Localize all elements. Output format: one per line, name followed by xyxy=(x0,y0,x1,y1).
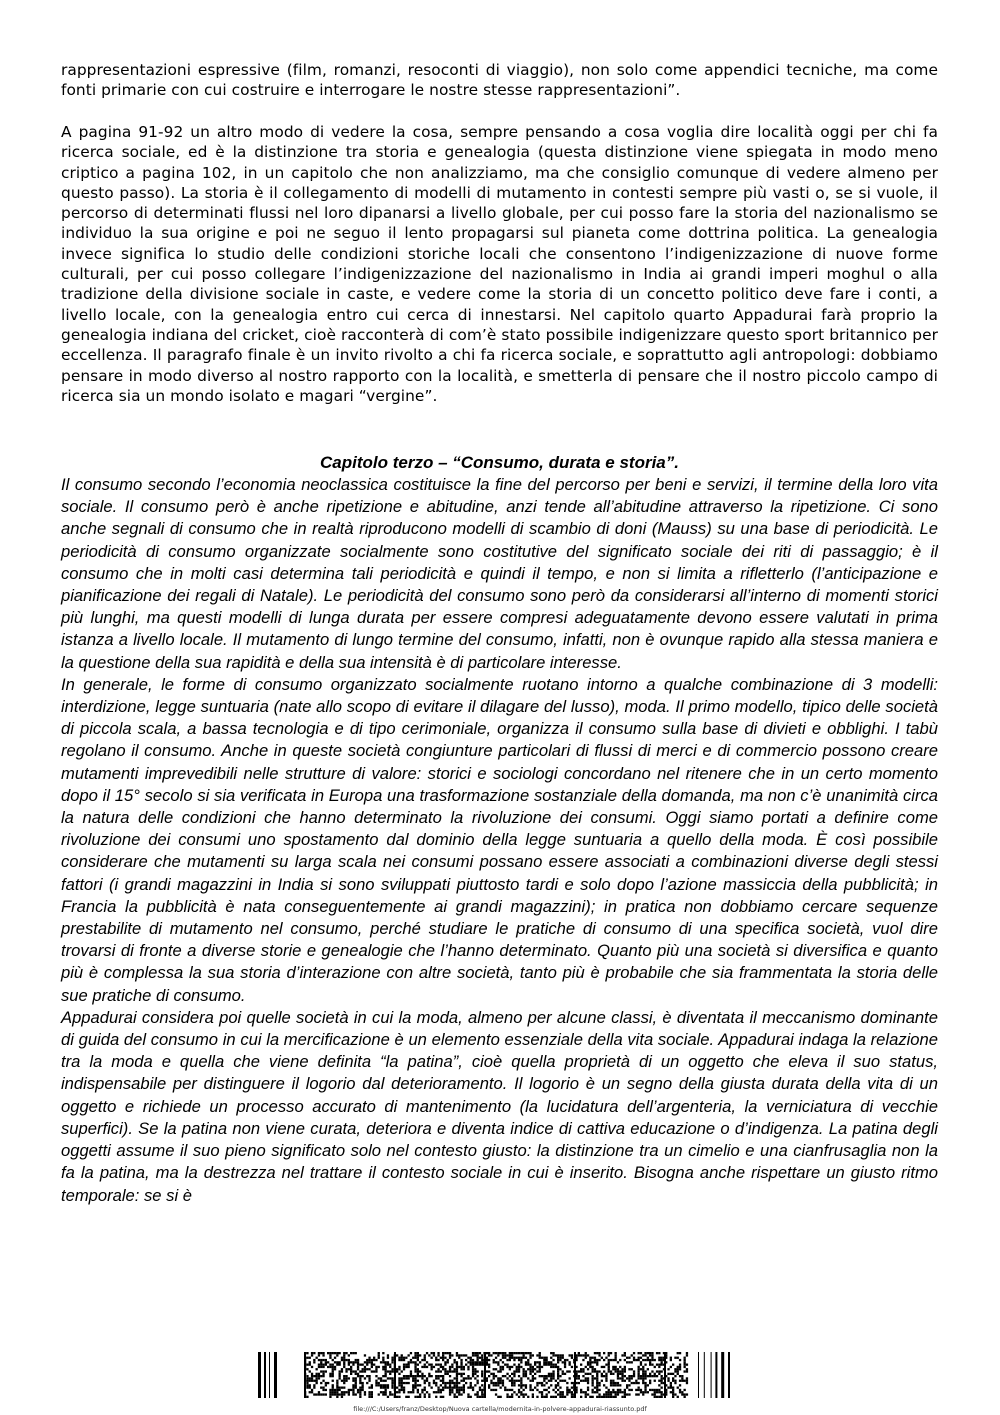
barcode-image xyxy=(258,1352,744,1398)
page-footer xyxy=(0,1352,1000,1415)
chapter-body xyxy=(61,474,938,1207)
paragraph-consumption-models: In generale, le forme di consumo organizzato socialmente ruotano intorno a qualche combinazione di 3 modelli: interdizione, legge suntuaria (nate allo scopo di evitare il dilagare del lusso), moda. Il primo modello, tipico delle società di piccola scala, a bassa tecnologia e di tipo cerimoniale, organizza il consumo sulla base di divieti e obblighi. I tabù regolano il consumo. Anche in queste società congiunture particolari di flussi di merci e di commercio possono creare mutamenti imprevedibili nelle strutture di valore: storici e sociologi concordano nel ritenere che in un certo momento dopo il 15° secolo si sia verificata in Europa una trasformazione sostanziale della domanda, ma non c’è unanimità circa la natura delle condizioni che hanno determinato la rivoluzione dei consumi. Oggi siamo portati a definire come rivoluzione dei consumi uno spostamento dal dominio della legge suntuaria a quello della moda. È così possibile considerare che mutamenti su larga scala nei consumi possano essere associati a combinazioni diverse degli stessi fattori (i grandi magazzini in India si sono sviluppati piuttosto tardi e solo dopo l’azione massiccia della pubblicità; in Francia la pubblicità è nata conseguentemente ai grandi magazzini); in pratica non dobbiamo cercare sequenze prestabilite di mutamento nel consumo, perché studiare le pratiche di consumo di una specifica società, vuol dire trovarsi di fronte a diverse storie e genealogie che l’hanno determinato. Quanto più una società si diversifica e quanto più è complessa la sua storia d’interazione con altre società, tanto più è probabile che sia frammentata la storia delle sue pratiche di consumo. xyxy=(61,674,938,1005)
paragraph-consumption-periodicity: Il consumo secondo l’economia neoclassica costituisce la fine del percorso per beni e servizi, il termine della loro vita sociale. Il consumo però è anche ripetizione e abitudine, anzi tende all’abitudine attraverso la ripetizione. Ci sono anche segnali di consumo che in realtà riproducono modelli di scambio di doni (Mauss) su una base di periodicità. Le periodicità di consumo organizzate socialmente sono costitutive del significato sociale dei riti di passaggio; è il consumo che in molti casi determina tali periodicità e quindi il tempo, e non si limita a rifletterlo (l’anticipazione e pianificazione dei regali di Natale). Le periodicità del consumo sono però da considerarsi all’interno di momenti storici più lunghi, ma questi modelli di lunga durata per essere compresi adeguatamente devono essere valutati in prima istanza a livello locale. Il mutamento di lungo termine del consumo, infatti, non è ovunque rapido alla stessa maniera e la questione della sua rapidità e della sua intensità è di particolare interesse. xyxy=(61,475,938,672)
file-path-label: file:///C:/Users/franz/Desktop/Nuova cartella/modernita-in-polvere-appadurai-riassunto.pdf xyxy=(353,1405,647,1413)
paragraph-fashion-patina: Appadurai considera poi quelle società in cui la moda, almeno per alcune classi, è diventata il meccanismo dominante di guida del consumo in cui la mercificazione è un elemento essenziale della vita sociale. Appadurai indaga la relazione tra la moda e quella che viene definita “la patina”, cioè quella proprietà di un oggetto che eleva il suo status, indispensabile per distinguere il logorio dal deterioramento. Il logorio è un segno della giusta durata della vita di un oggetto e richiede un processo accurato di mantenimento (la lucidatura dell’argenteria, la verniciatura di vecchie superfici). Se la patina non viene curata, deteriora e diventa indice di cattiva educazione o d’indigenza. La patina degli oggetti assume il suo pieno significato solo nel contesto giusto: la distinzione tra un cimelio e una cianfrusaglia non la fa la patina, ma la destrezza nel trattare il contesto sociale in cui è inserito. Bisogna anche rispettare un giusto ritmo temporale: se si è xyxy=(61,1007,938,1205)
paragraph-intro-continuation: rappresentazioni espressive (film, romanzi, resoconti di viaggio), non solo come appendici tecniche, ma come fonti primarie con cui costruire e interrogare le nostre stesse rappresentazioni”. xyxy=(61,61,938,100)
barcode-graphic xyxy=(258,1352,744,1398)
chapter-title: Capitolo terzo – “Consumo, durata e storia”. xyxy=(320,453,679,472)
paragraph-history-genealogy: A pagina 91-92 un altro modo di vedere la cosa, sempre pensando a cosa voglia dire località oggi per chi fa ricerca sociale, ed è la distinzione tra storia e genealogia (questa distinzione viene spiegata in modo meno criptico a pagina 102, in un capitolo che non analizziamo, ma che consiglio comunque di vedere almeno per questo passo). La storia è il collegamento di modelli di mutamento in contesti sempre più vasti o, se si vuole, il percorso di determinati flussi nel loro dipanarsi a livello globale, per cui posso fare la storia del nazionalismo se individuo la sua origine e poi ne seguo il lento propagarsi sul pianeta come dottrina politica. La genealogia invece significa lo studio delle condizioni storiche locali che consentono l’indigenizzazione di nuove forme culturali, per cui posso collegare l’indigenizzazione del nazionalismo in India ai grandi imperi moghul o alla tradizione della divisione sociale in caste, e vedere come la storia di un concetto politico deve fare i conti, a livello locale, con la genealogia entro cui cerca di innestarsi. Nel capitolo quarto Appadurai farà proprio la genealogia indiana del cricket, cioè racconterà di com’è stato possibile indigenizzare questo sport britannico per eccellenza. Il paragrafo finale è un invito rivolto a chi fa ricerca sociale, e soprattutto agli antropologi: dobbiamo pensare in modo diverso al nostro rapporto con la località, e smetterla di pensare che il nostro piccolo campo di ricerca sia un mondo isolato e magari “vergine”. xyxy=(61,123,938,405)
